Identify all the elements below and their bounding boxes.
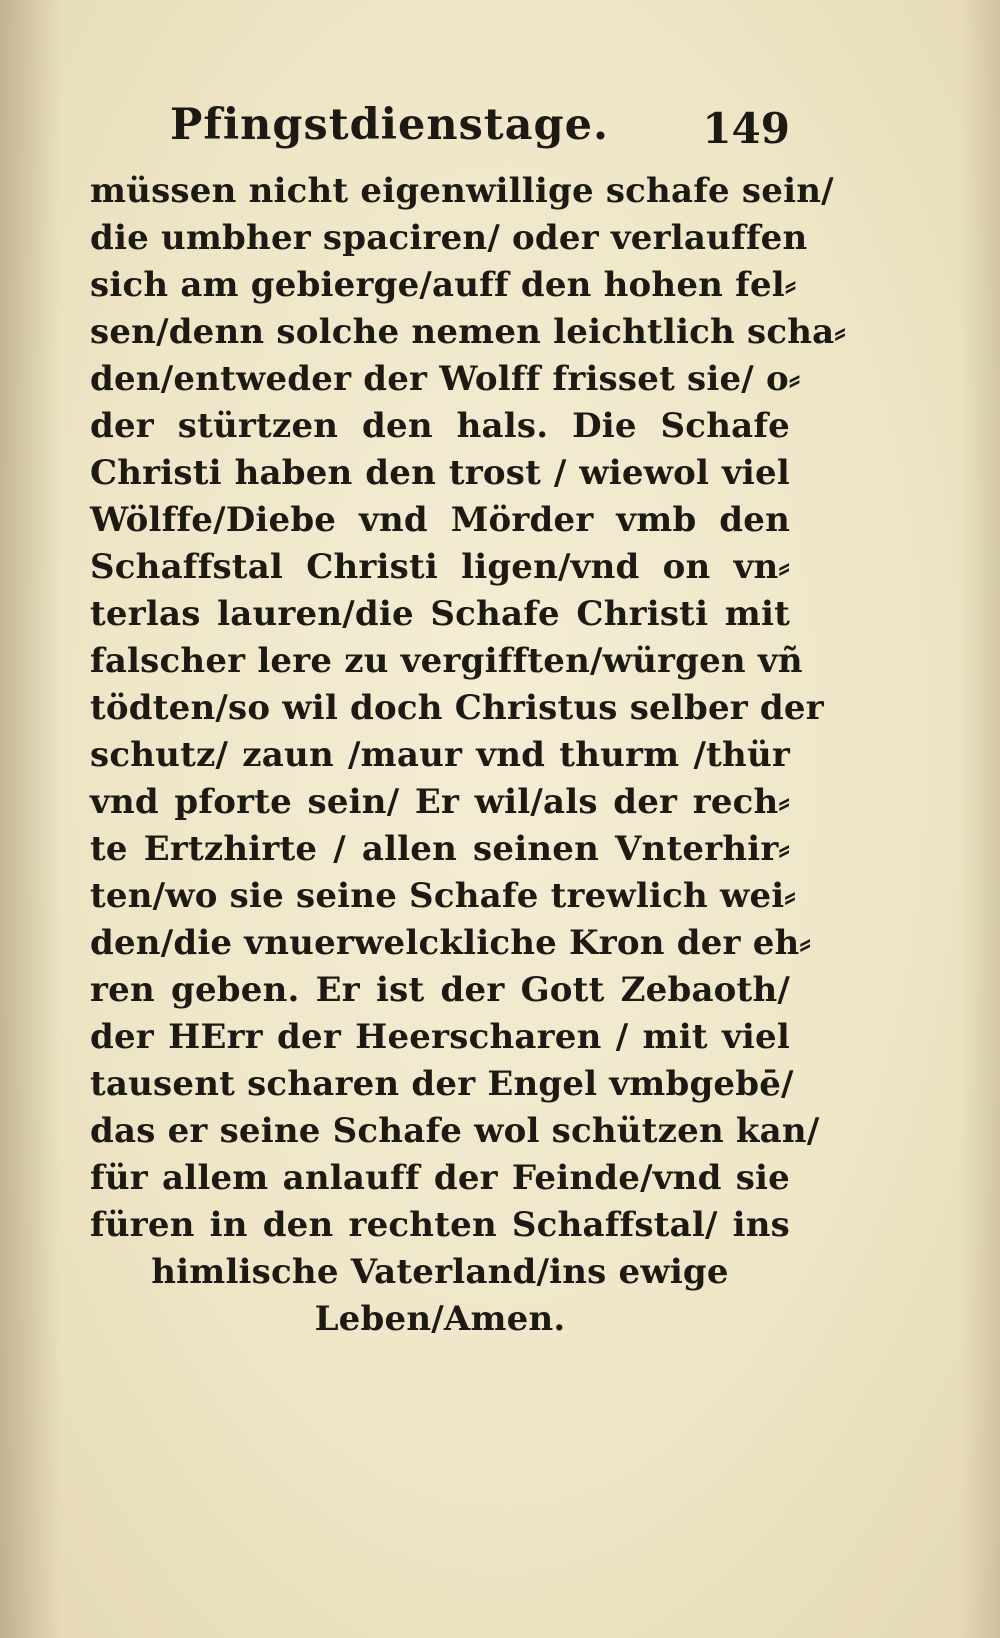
page-number: 149 [702, 104, 790, 153]
text-line: der HErr der Heerscharen / mit viel [90, 1017, 790, 1057]
text-line: sen/denn solche nemen leichtlich scha⸗ [90, 312, 846, 352]
text-line: himlische Vaterland/ins ewige [151, 1252, 729, 1292]
body-text [90, 168, 846, 1343]
text-line: vnd pforte sein/ Er wil/als der rech⸗ [90, 782, 790, 822]
page-header [170, 100, 790, 170]
text-line: füren in den rechten Schaffstal/ ins [90, 1205, 790, 1245]
text-line: Wölffe/Diebe vnd Mörder vmb den [90, 500, 790, 540]
text-line: terlas lauren/die Schafe Christi mit [90, 594, 790, 634]
text-line: te Ertzhirte / allen seinen Vnterhir⸗ [90, 829, 790, 869]
text-line: das er seine Schafe wol schützen kan/ [90, 1111, 820, 1151]
running-head: Pfingstdienstage. [170, 100, 609, 150]
text-line: tödten/so wil doch Christus selber der [90, 688, 824, 728]
text-line: ten/wo sie seine Schafe trewlich wei⸗ [90, 876, 796, 916]
text-line: schutz/ zaun /maur vnd thurm /thür [90, 735, 790, 775]
text-line: sich am gebierge/auff den hohen fel⸗ [90, 265, 797, 305]
text-line: müssen nicht eigenwillige schafe sein/ [90, 171, 834, 211]
text-line: die umbher spaciren/ oder verlauffen [90, 218, 808, 258]
text-line-final: Leben/Amen. [314, 1299, 566, 1339]
text-line: Schaffstal Christi ligen/vnd on vn⸗ [90, 547, 790, 587]
text-line: falscher lere zu vergifften/würgen vñ [90, 641, 803, 681]
text-line: der stürtzen den hals. Die Schafe [90, 406, 790, 446]
text-line: ren geben. Er ist der Gott Zebaoth/ [90, 970, 790, 1010]
text-line: für allem anlauff der Feinde/vnd sie [90, 1158, 790, 1198]
text-line: tausent scharen der Engel vmbgebē/ [90, 1064, 794, 1104]
text-line: Christi haben den trost / wiewol viel [90, 453, 790, 493]
text-line: den/die vnuerwelckliche Kron der eh⸗ [90, 923, 811, 963]
text-line: den/entweder der Wolff frisset sie/ o⸗ [90, 359, 801, 399]
